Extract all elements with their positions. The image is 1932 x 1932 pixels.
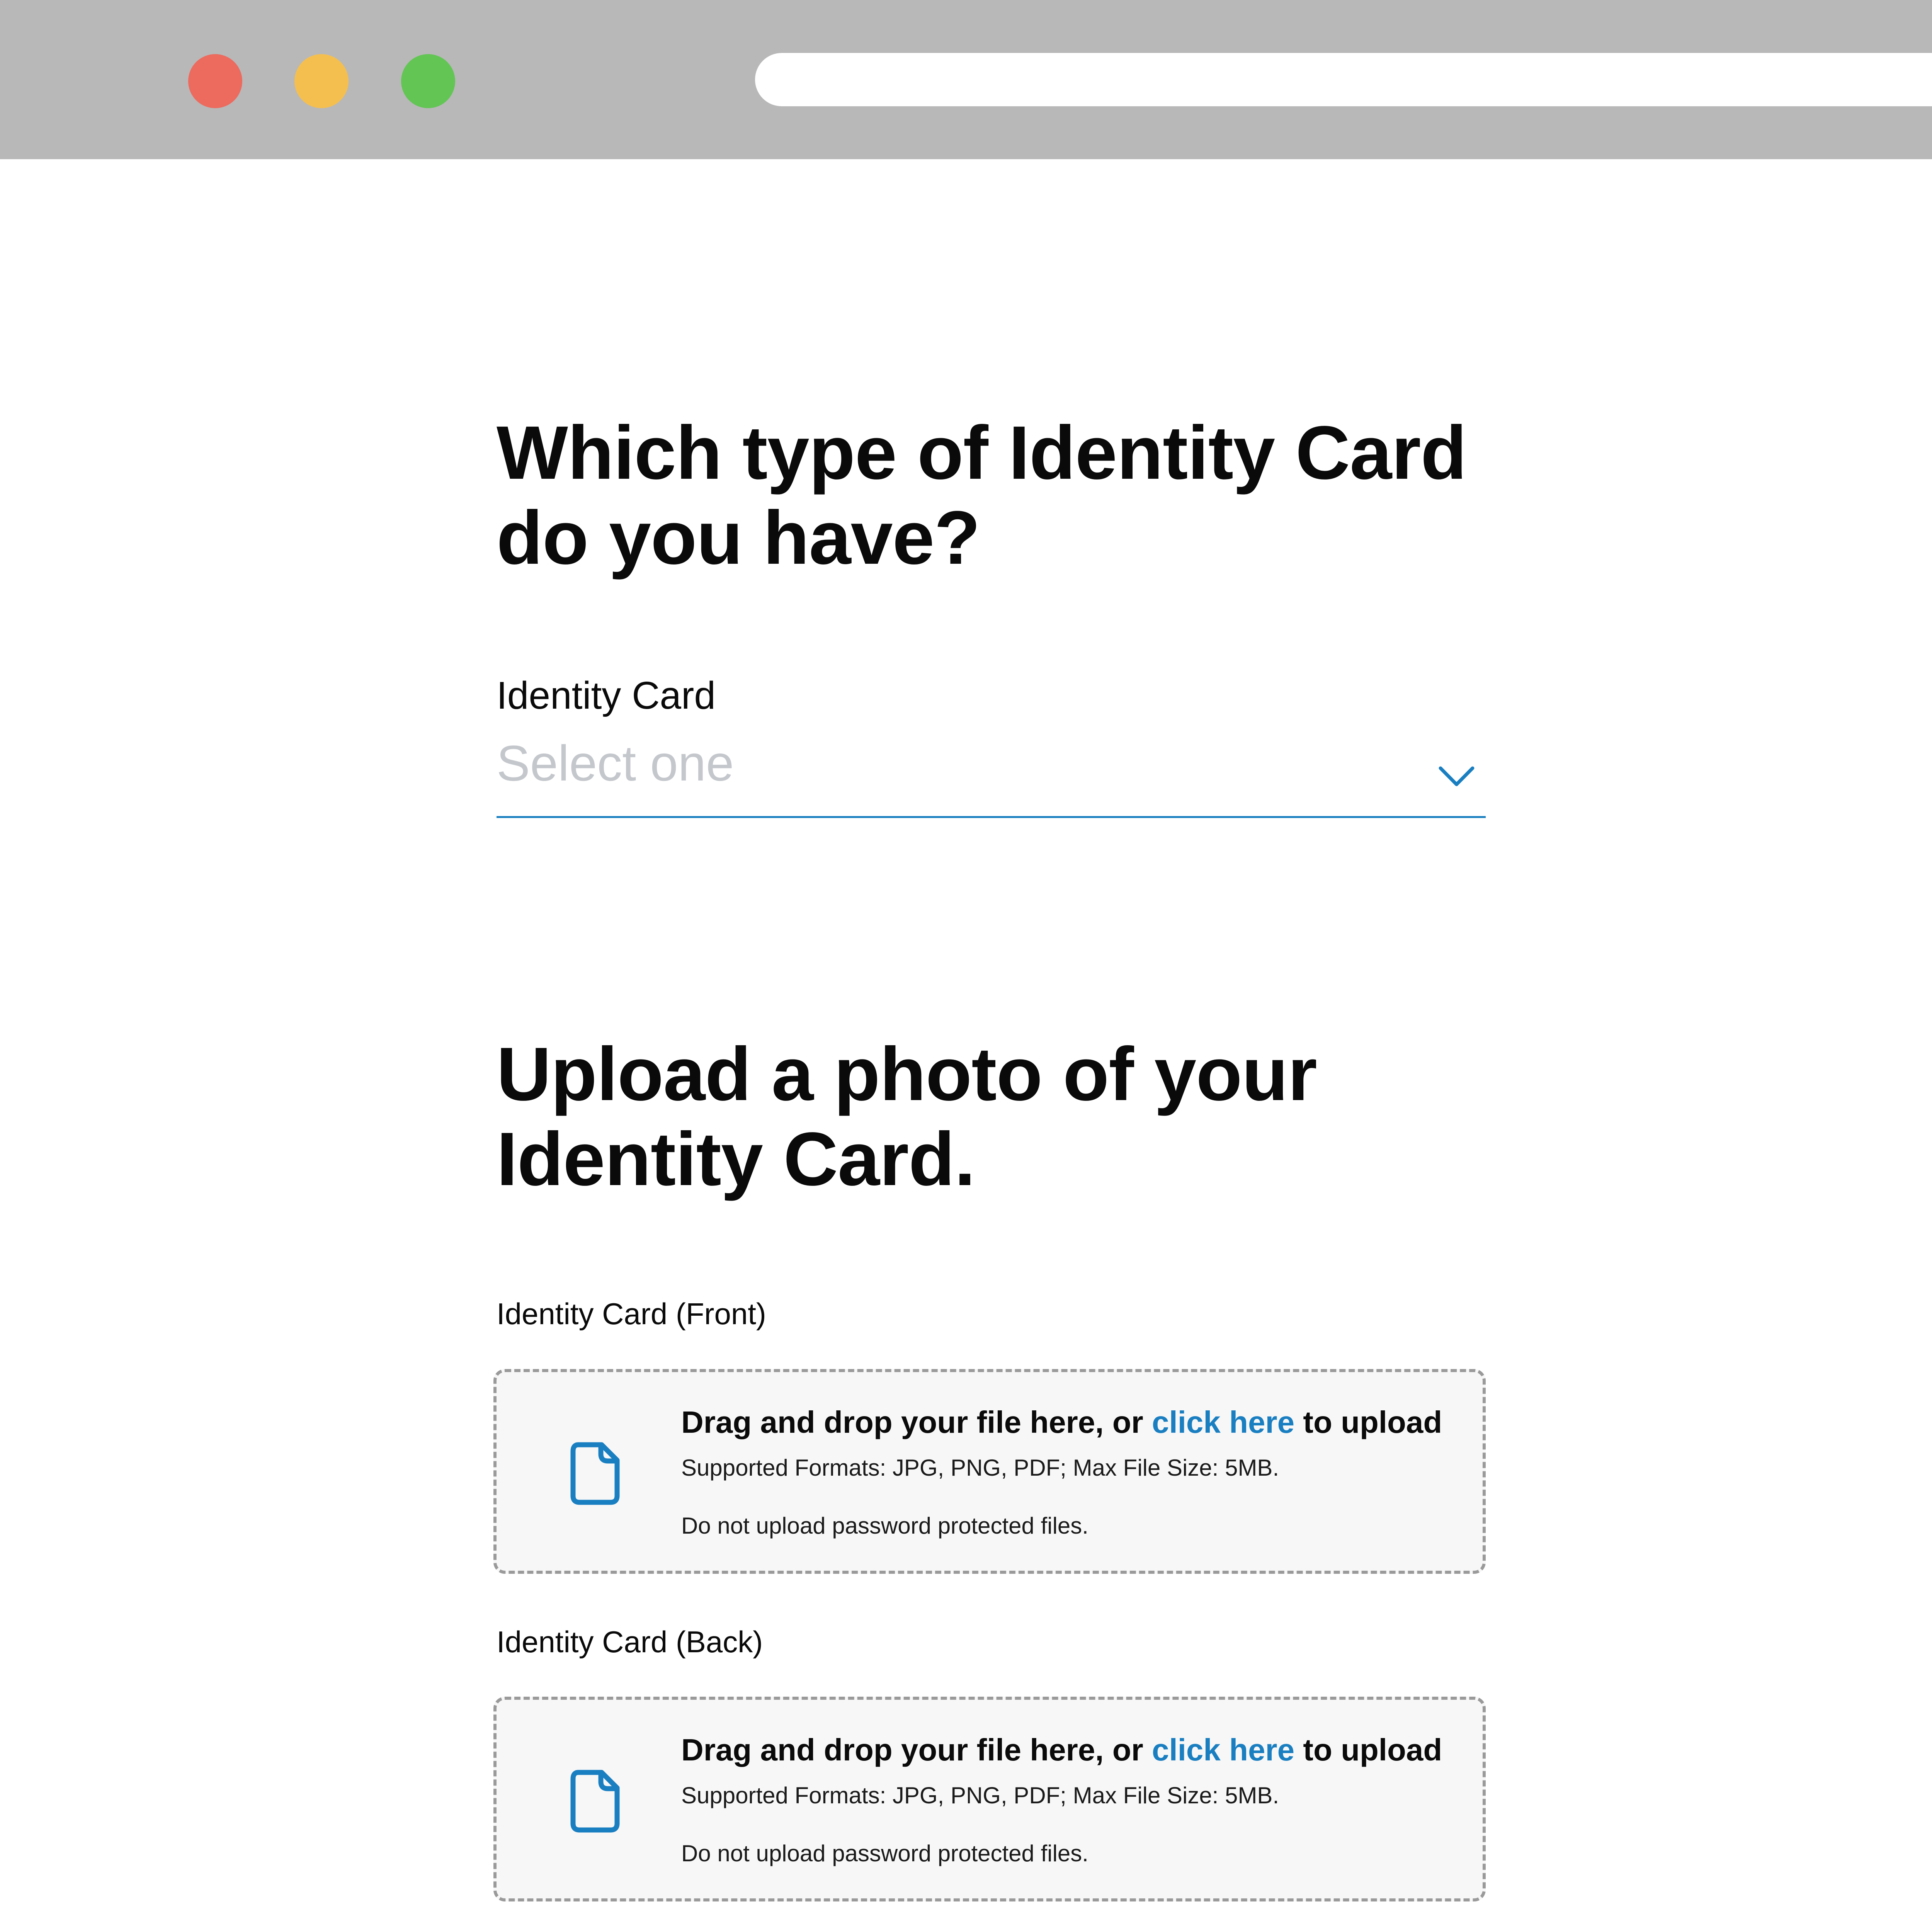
- maximize-window-button[interactable]: [401, 54, 455, 108]
- minimize-window-button[interactable]: [294, 54, 349, 108]
- card-type-placeholder: Select one: [497, 735, 734, 791]
- file-icon: [570, 1769, 620, 1833]
- front-password-warning: Do not upload password protected files.: [681, 1513, 1088, 1539]
- back-dropzone[interactable]: [493, 1697, 1486, 1901]
- back-dropzone-text: Drag and drop your file here, or: [681, 1733, 1152, 1767]
- chevron-down-icon[interactable]: [1438, 765, 1475, 788]
- card-type-heading-line: Which type of Identity Card: [497, 410, 1467, 495]
- front-click-here-link[interactable]: click here: [1151, 1405, 1295, 1439]
- close-window-button[interactable]: [188, 54, 242, 108]
- address-bar[interactable]: [755, 53, 1932, 106]
- back-password-warning: Do not upload password protected files.: [681, 1840, 1088, 1866]
- card-type-heading: [497, 410, 1466, 580]
- back-click-here-link[interactable]: click here: [1151, 1733, 1295, 1767]
- front-dropzone[interactable]: [493, 1369, 1486, 1574]
- back-upload-label: Identity Card (Back): [497, 1625, 763, 1659]
- front-upload-label: Identity Card (Front): [497, 1297, 766, 1331]
- card-type-label: Identity Card: [497, 674, 716, 717]
- browser-toolbar: [0, 0, 1932, 159]
- front-dropzone-text: to upload: [1294, 1405, 1442, 1439]
- front-supported-formats: Supported Formats: JPG, PNG, PDF; Max File Size: 5MB.: [681, 1455, 1279, 1481]
- upload-heading: [497, 1032, 1317, 1202]
- file-icon: [570, 1442, 620, 1505]
- card-type-heading-line: do you have?: [497, 495, 980, 580]
- back-dropzone-text: to upload: [1294, 1733, 1442, 1767]
- back-dropzone-instruction: [681, 1731, 1442, 1769]
- front-dropzone-text: Drag and drop your file here, or: [681, 1405, 1152, 1439]
- back-supported-formats: Supported Formats: JPG, PNG, PDF; Max File Size: 5MB.: [681, 1782, 1279, 1808]
- front-dropzone-instruction: [681, 1403, 1442, 1442]
- card-type-select[interactable]: [497, 726, 1486, 818]
- upload-heading-line: Identity Card.: [497, 1117, 975, 1201]
- upload-heading-line: Upload a photo of your: [497, 1032, 1317, 1116]
